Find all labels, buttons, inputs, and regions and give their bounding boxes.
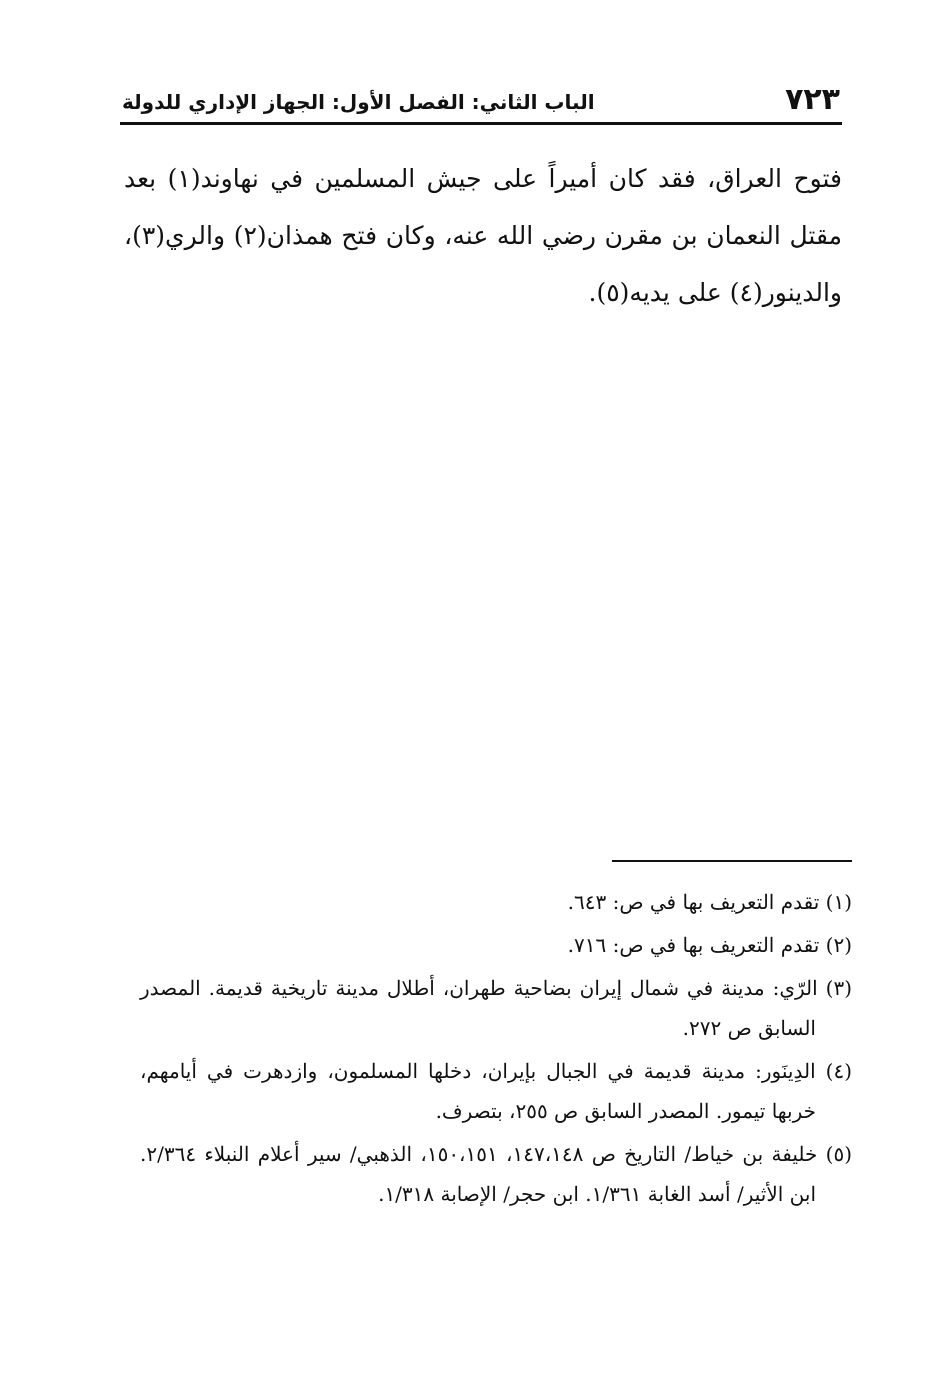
footnote-4: (٤) الدِينَور: مدينة قديمة في الجبال بإيران، دخلها المسلمون، وازدهرت في أيامهم، خربها تيمور. المصدر السابق ص ٢٥٥، بتصرف.	[140, 1059, 852, 1123]
footnote-2: (٢) تقدم التعريف بها في ص: ٧١٦.	[567, 933, 852, 957]
page-number: ٧٢٣	[785, 82, 840, 117]
footnote-3: (٣) الرّي: مدينة في شمال إيران بضاحية طهران، أطلال مدينة تاريخية قديمة. المصدر السابق ص ٢٧٢.	[140, 976, 852, 1040]
footnote-1: (١) تقدم التعريف بها في ص: ٦٤٣.	[567, 890, 852, 914]
main-paragraph: فتوح العراق، فقد كان أميراً على جيش المسلمين في نهاوند(١) بعد مقتل النعمان بن مقرن رضي الله عنه، وكان فتح همذان(٢) والري(٣)، والدينور(٤) على يديه(٥).	[124, 164, 842, 307]
running-header	[122, 82, 840, 122]
footnote-separator	[612, 860, 852, 862]
footnotes-section	[140, 882, 852, 1217]
header-rule	[120, 122, 842, 125]
footnote-5: (٥) خليفة بن خياط/ التاريخ ص ١٤٧،١٤٨، ١٥٠،١٥١، الذهبي/ سير أعلام النبلاء ٢/٣٦٤. ابن الأثير/ أسد الغابة ١/٣٦١. ابن حجر/ الإصابة ١/٣١٨.	[140, 1142, 853, 1206]
running-title: الباب الثاني: الفصل الأول: الجهاز الإداري للدولة	[122, 90, 595, 114]
